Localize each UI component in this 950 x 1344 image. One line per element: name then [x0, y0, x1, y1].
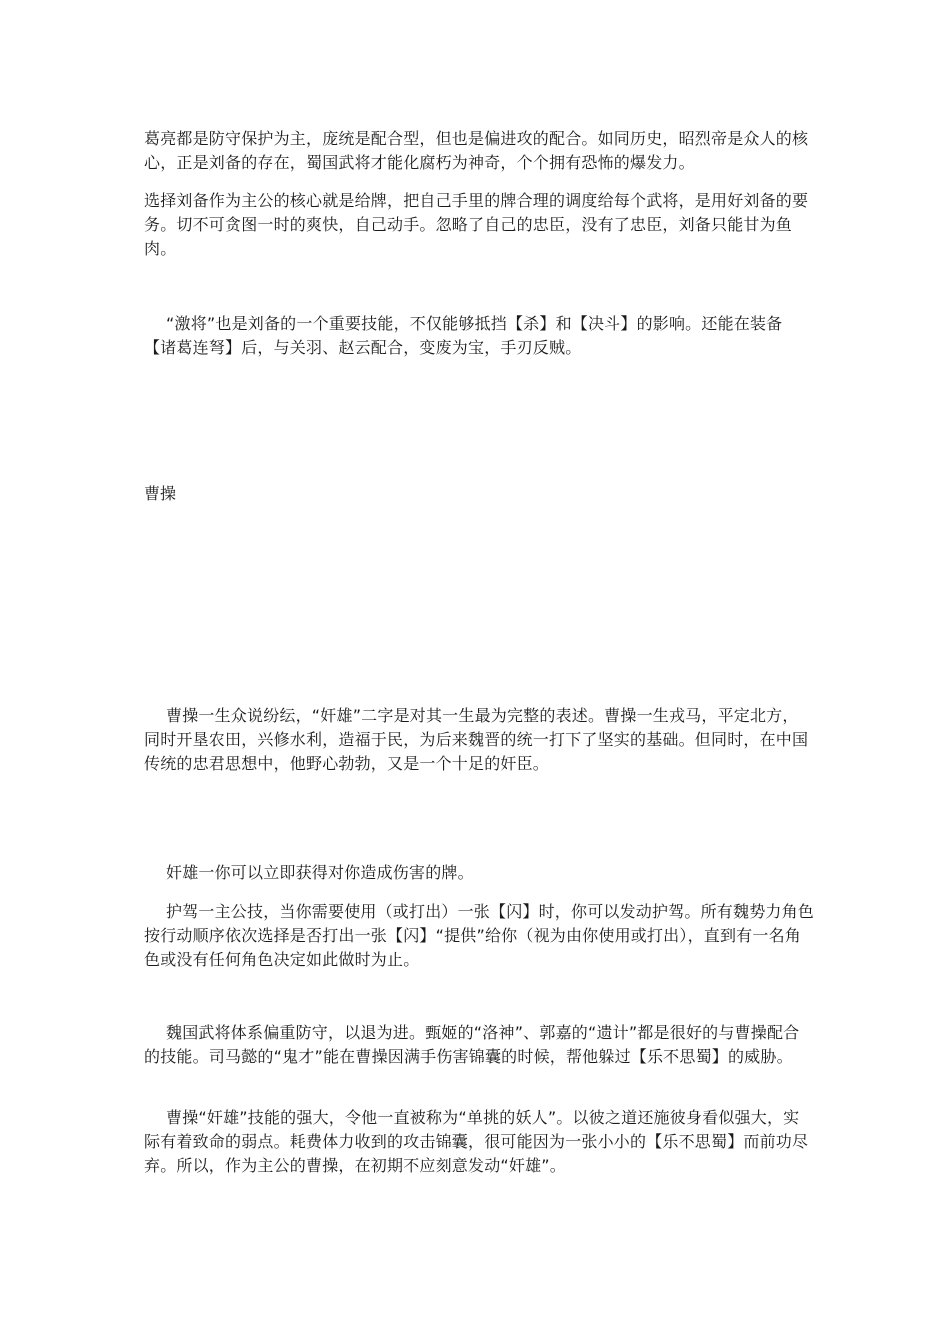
paragraph-jianxiong-skill: 奸雄一你可以立即获得对你造成伤害的牌。 [166, 863, 474, 882]
section-heading-caocao: 曹操 [144, 484, 177, 503]
paragraph-jianxiong-weakness: 曹操“奸雄”技能的强大，令他一直被称为“单挑的妖人”。以彼之道还施彼身看似强大，实际有着致命的弱点。耗费体力收到的攻击锦囊，很可能因为一张小小的【乐不思蜀】而前功尽弃。所以，作为主公的曹操，在初期不应刻意发动“奸雄”。 [144, 1108, 809, 1175]
paragraph-jijiang-skill: “激将”也是刘备的一个重要技能，不仅能够抵挡【杀】和【决斗】的影响。还能在装备【诸葛连弩】后，与关羽、赵云配合，变废为宝，手刃反贼。 [144, 314, 783, 357]
paragraph-liubei-give-cards: 选择刘备作为主公的核心就是给牌，把自己手里的牌合理的调度给每个武将，是用好刘备的要务。切不可贪图一时的爽快，自己动手。忽略了自己的忠臣，没有了忠臣，刘备只能甘为鱼肉。 [144, 191, 809, 258]
paragraph-hujia-skill: 护驾一主公技，当你需要使用（或打出）一张【闪】时，你可以发动护驾。所有魏势力角色按行动顺序依次选择是否打出一张【闪】“提供”给你（视为由你使用或打出），直到有一名角色或没有任何角色决定如此做时为止。 [144, 902, 815, 969]
paragraph-caocao-intro: 曹操一生众说纷纭，“奸雄”二字是对其一生最为完整的表述。曹操一生戎马，平定北方，同时开垦农田，兴修水利，造福于民，为后来魏晋的统一打下了坚实的基础。但同时，在中国传统的忠君思想中，他野心勃勃，又是一个十足的奸臣。 [144, 706, 809, 773]
paragraph-wei-system: 魏国武将体系偏重防守，以退为进。甄姬的“洛神”、郭嘉的“遗计”都是很好的与曹操配合的技能。司马懿的“鬼才”能在曹操因满手伤害锦囊的时候，帮他躲过【乐不思蜀】的威胁。 [144, 1023, 800, 1066]
paragraph-liubei-core: 葛亮都是防守保护为主，庞统是配合型，但也是偏进攻的配合。如同历史，昭烈帝是众人的核心，正是刘备的存在，蜀国武将才能化腐朽为神奇，个个拥有恐怖的爆发力。 [144, 129, 809, 172]
